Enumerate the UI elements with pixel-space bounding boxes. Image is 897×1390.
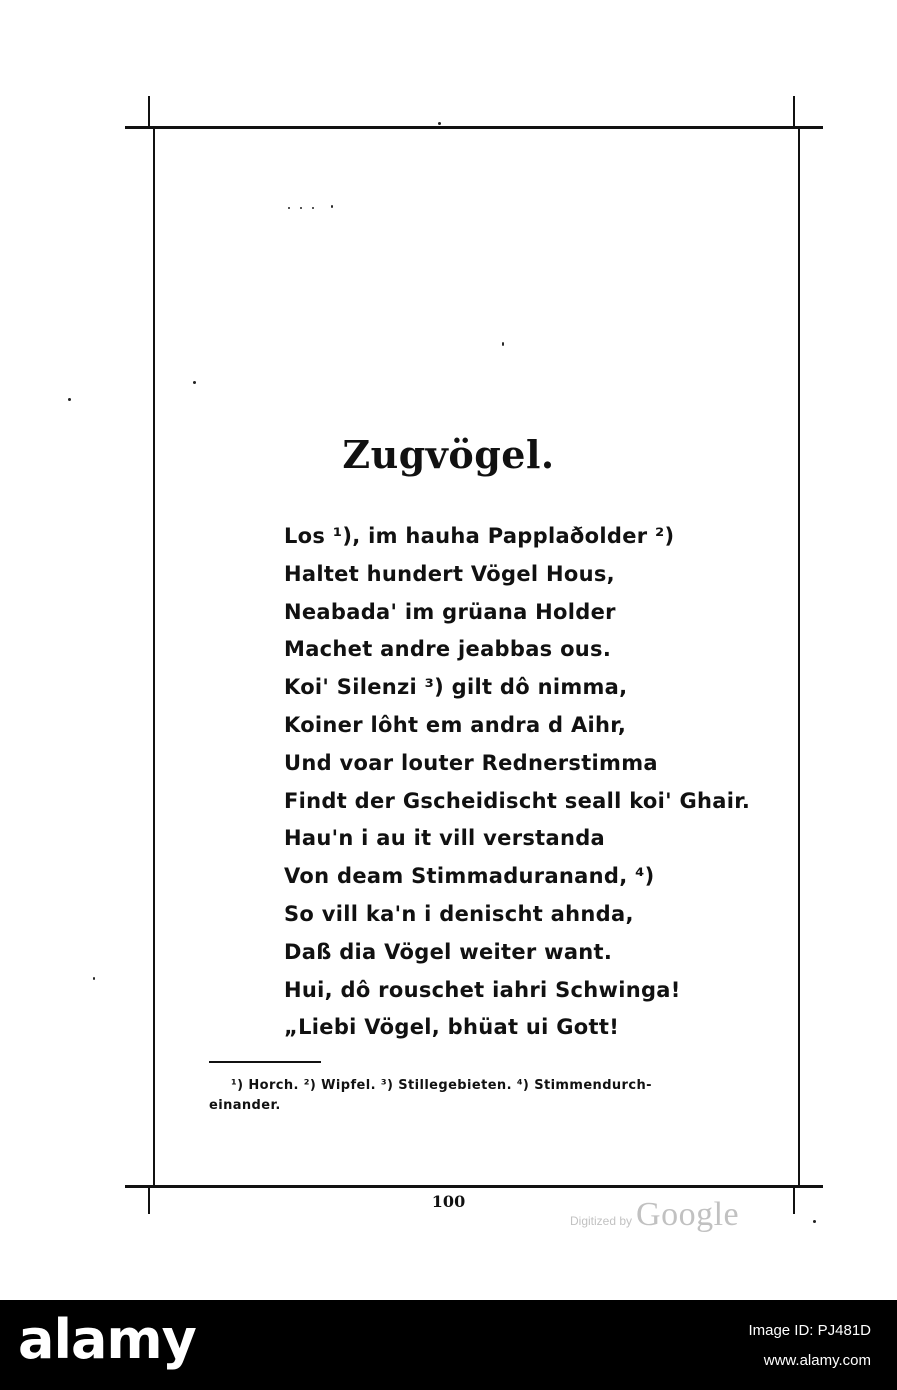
poem-line: „Liebi Vögel, bhüat ui Gott! [284,1015,620,1040]
poem-title: Zugvögel. [342,432,555,477]
footnotes [209,1076,769,1116]
alamy-logo: alamy [18,1308,196,1371]
left-frame-line [153,128,155,1186]
stock-footer [0,1300,897,1390]
poem-line: Koi' Silenzi ³) gilt dô nimma, [284,675,628,700]
poem-line: Daß dia Vögel weiter want. [284,939,613,964]
google-watermark [570,1196,739,1234]
top-rule [125,126,823,129]
poem-line: Hui, dô rouschet iahri Schwinga! [284,977,681,1002]
footnote-separator [209,1061,321,1063]
digitized-by-label: Digitized by [570,1214,633,1228]
poem-line: Los ¹), im hauha Papplaðolder ²) [284,524,675,548]
top-left-tick [148,96,150,126]
scan-speck [813,1220,816,1223]
poem-line: Von deam Stimmaduranand, ⁴) [284,864,655,889]
scan-speck [68,398,71,401]
footnote-line: ¹) Horch. ²) Wipfel. ³) Stillegebieten. ⁴) Stimmendurch- [231,1078,652,1093]
image-id: Image ID: PJ481D [748,1322,871,1339]
poem-line: Und voar louter Rednerstimma [284,750,658,775]
footnote-line: einander. [209,1098,281,1113]
right-frame-line [798,128,800,1186]
scan-speck [93,977,95,980]
poem-line: Machet andre jeabbas ous. [284,637,612,662]
site-url: www.alamy.com [763,1352,871,1369]
scan-speck [331,205,333,208]
poem-line: Findt der Gscheidischt seall koi' Ghair. [284,788,751,813]
poem-line: Hau'n i au it vill verstanda [284,826,606,851]
scan-speck [502,342,504,346]
poem-line: Haltet hundert Vögel Hous, [284,561,615,586]
poem-line: So vill ka'n i denischt ahnda, [284,901,634,926]
scan-speck [288,207,290,209]
scan-speck [312,207,314,209]
poem-stanza [284,518,750,1047]
scan-speck [193,381,196,384]
google-logo: Google [636,1196,740,1233]
scan-speck [300,207,302,209]
scan-speck [438,122,441,125]
poem-line: Neabada' im grüana Holder [284,599,616,624]
top-right-tick [793,96,795,126]
page-number: 100 [431,1192,466,1211]
bottom-rule [125,1185,823,1188]
poem-line: Koiner lôht em andra d Aihr, [284,712,627,737]
